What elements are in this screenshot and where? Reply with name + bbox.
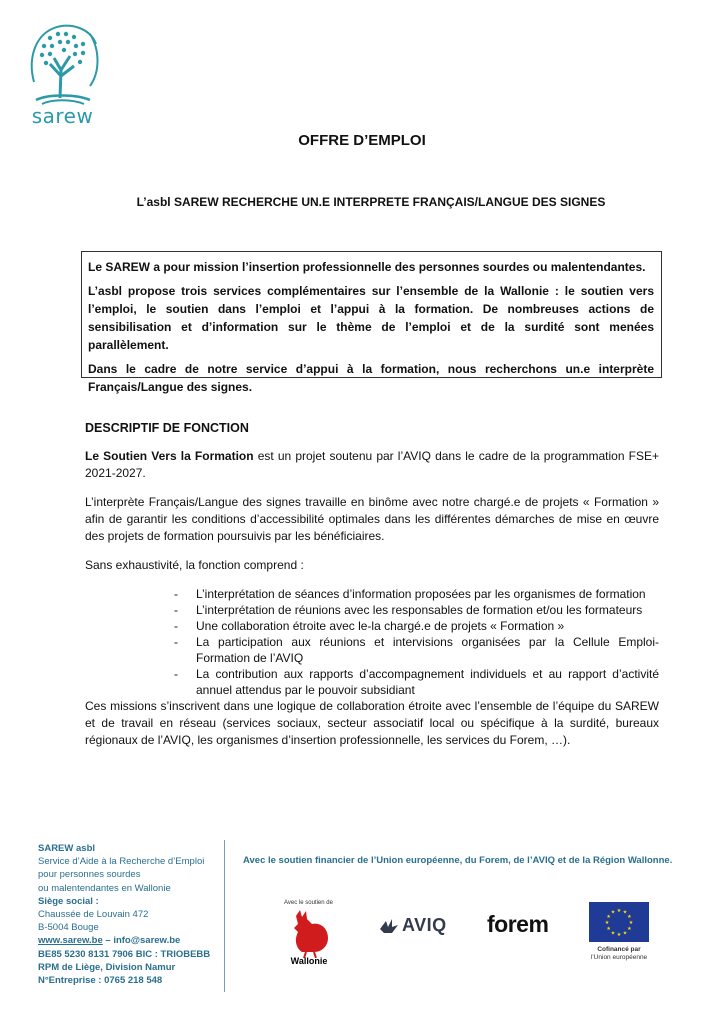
svg-text:★: ★ [610, 930, 616, 937]
mission-box [81, 251, 662, 394]
page-title: OFFRE D’EMPLOI [298, 132, 426, 149]
description-paragraph-2: L’interprète Français/Langue des signes travaille en binôme avec notre chargé.e de projets « Formation » afin de garantir les conditions d’accessibilité optimales dans les différentes démarches de mise en œuvre des projets de formation poursuivis par les bénéficiaires. [85, 495, 659, 543]
list-item: - L’interprétation de séances d’information proposées par les organismes de formation [85, 586, 659, 602]
footer-description-line: Service d’Aide à la Recherche d’Emploi [38, 856, 205, 868]
wallonie-wordmark: Wallonie [290, 956, 328, 966]
wallonie-logo [284, 900, 334, 968]
eu-stars-icon [589, 902, 649, 942]
closing-paragraph: Ces missions s’inscrivent dans une logique de collaboration étroite avec l’ensemble de l’équipe du SAREW et de travail en réseau (services sociaux, secteur associatif local ou spécifique à la surdité, bureaux régionaux de l’AVIQ, les organismes d’insertion professionnelle, les services du Forem, …). [85, 699, 659, 747]
footer-siege-label: Siège social : [38, 895, 99, 907]
footer-bank: BE85 5230 8131 7906 BIC : TRIOBEBB [38, 948, 211, 960]
duties-list [85, 586, 659, 698]
list-item: - La contribution aux rapports d’accompagnement individuels et au rapport d’activité annuel attendus par le pouvoir subsidiant [85, 666, 659, 698]
svg-text:★: ★ [604, 920, 610, 926]
footer-web-line [38, 934, 228, 947]
section-heading: DESCRIPTIF DE FONCTION [85, 421, 249, 435]
mission-paragraph-2: L’asbl propose trois services complémentaires sur l’ensemble de la Wallonie : le soutien vers l’emploi, le soutien dans l’emploi et l’appui à la formation. De nombreuses actions de sensibilisation et d’information sur le thème de l’emploi et de la surdité sont menées parallèlement. [88, 284, 654, 352]
job-description [85, 420, 659, 761]
footer-divider [224, 840, 225, 992]
svg-text:★: ★ [628, 920, 634, 926]
mission-paragraph-1: Le SAREW a pour mission l’insertion professionnelle des personnes sourdes ou malentendantes. [88, 260, 646, 274]
project-description: est un projet soutenu par l’AVIQ dans le cadre de la programmation FSE+ 2021-2027. [85, 449, 659, 480]
aviq-bird-icon [378, 917, 400, 937]
eu-caption-line: l’Union européenne [590, 954, 648, 961]
project-name: Le Soutien Vers la Formation [85, 449, 254, 463]
logo-wordmark: sarew [31, 104, 94, 128]
aviq-logo [378, 915, 463, 937]
page-subtitle: L’asbl SAREW RECHERCHE UN.E INTERPRETE FRANÇAIS/LANGUE DES SIGNES [136, 195, 606, 209]
svg-text:★: ★ [622, 909, 628, 916]
svg-text:★: ★ [606, 926, 611, 932]
wallonie-support-text: Avec le soutien de [284, 900, 333, 906]
svg-text:★: ★ [627, 914, 632, 920]
eu-flag-icon [589, 902, 649, 942]
list-item: - Une collaboration étroite avec le-la chargé.e de projets « Formation » [85, 618, 659, 634]
eu-caption-line: Cofinancé par [597, 946, 641, 953]
sarew-logo [20, 20, 105, 128]
aviq-wordmark: AVIQ [402, 915, 447, 935]
description-paragraph-3: Sans exhaustivité, la fonction comprend : [85, 558, 304, 572]
svg-text:★: ★ [622, 930, 628, 937]
footer-description-line: ou malentendantes en Wallonie [38, 882, 171, 894]
footer-address-line: B-5004 Bouge [38, 922, 99, 934]
website-link[interactable]: www.sarew.be [38, 935, 103, 947]
list-item: - L’interprétation de réunions avec les responsables de formation et/ou les formateurs [85, 602, 659, 618]
footer-rpm: RPM de Liège, Division Namur [38, 961, 176, 973]
rooster-icon [284, 908, 334, 958]
svg-text:★: ★ [606, 914, 611, 920]
footer-support-text: Avec le soutien financier de l’Union européenne, du Forem, de l’AVIQ et de la Région Wallonne. [243, 855, 673, 866]
svg-text:★: ★ [616, 932, 622, 938]
footer-description-line: pour personnes sourdes [38, 869, 141, 881]
forem-logo: forem [487, 911, 549, 937]
footer-contact [38, 842, 228, 987]
list-item: - La participation aux réunions et intervisions organisées par la Cellule Emploi-Formation de l’AVIQ [85, 634, 659, 666]
tree-logo-icon [20, 20, 105, 110]
eu-caption [583, 946, 655, 962]
svg-text:★: ★ [610, 909, 616, 916]
email-link[interactable]: – info@sarew.be [102, 935, 181, 947]
svg-text:★: ★ [616, 908, 622, 914]
mission-paragraph-3: Dans le cadre de notre service d’appui à la formation, nous recherchons un.e interprète Français/Langue des signes. [88, 362, 654, 394]
footer-address-line: Chaussée de Louvain 472 [38, 909, 149, 921]
footer-org-name: SAREW asbl [38, 843, 96, 854]
description-paragraph-1 [85, 448, 659, 482]
footer-enterprise-number: N°Entreprise : 0765 218 548 [38, 975, 163, 987]
svg-text:★: ★ [627, 926, 632, 932]
